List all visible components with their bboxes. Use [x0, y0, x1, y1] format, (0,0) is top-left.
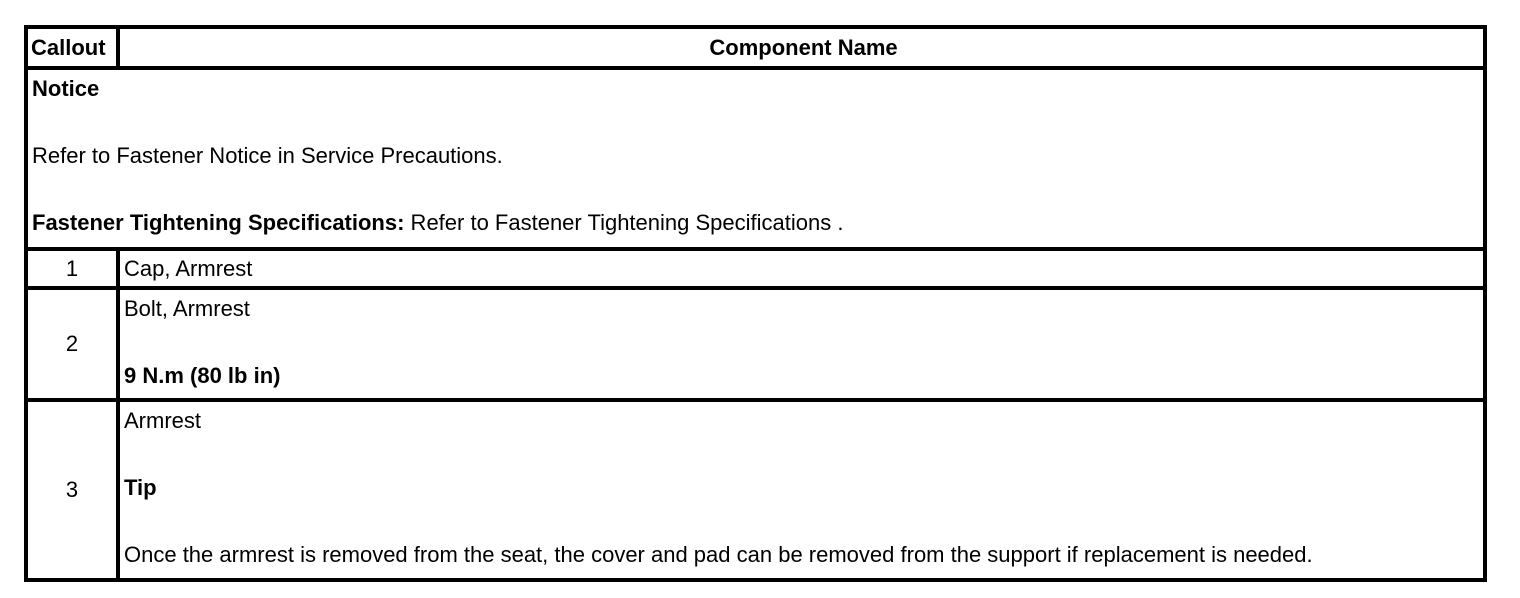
tip-label: Tip: [124, 475, 157, 500]
component-name: Armrest: [124, 408, 201, 433]
notice-cell: [26, 68, 1485, 249]
torque-spec: 9 N.m (80 lb in): [124, 363, 281, 388]
component-name: Bolt, Armrest: [124, 296, 250, 321]
fastener-spec-text: Refer to Fastener Tightening Specifications .: [404, 210, 844, 235]
notice-row: [26, 68, 1485, 249]
callout-header: Callout: [26, 27, 118, 68]
fastener-spec-line: [32, 210, 1483, 236]
component-name-cell: [118, 288, 1485, 400]
table-row: [26, 400, 1485, 580]
tip-text: Once the armrest is removed from the seat, the cover and pad can be removed from the support if replacement is needed.: [124, 542, 1313, 567]
table-header-row: [26, 27, 1485, 68]
table-row: [26, 288, 1485, 400]
callout-number: 2: [26, 288, 118, 400]
table-row: [26, 249, 1485, 288]
notice-title: Notice: [32, 76, 100, 101]
component-name-cell: [118, 400, 1485, 580]
component-name-header: Component Name: [118, 27, 1485, 68]
component-name: Cap, Armrest: [118, 249, 1485, 288]
callout-number: 3: [26, 400, 118, 580]
component-table: [24, 25, 1487, 582]
fastener-spec-label: Fastener Tightening Specifications:: [32, 210, 405, 235]
callout-number: 1: [26, 249, 118, 288]
notice-text: Refer to Fastener Notice in Service Precautions.: [32, 143, 503, 168]
